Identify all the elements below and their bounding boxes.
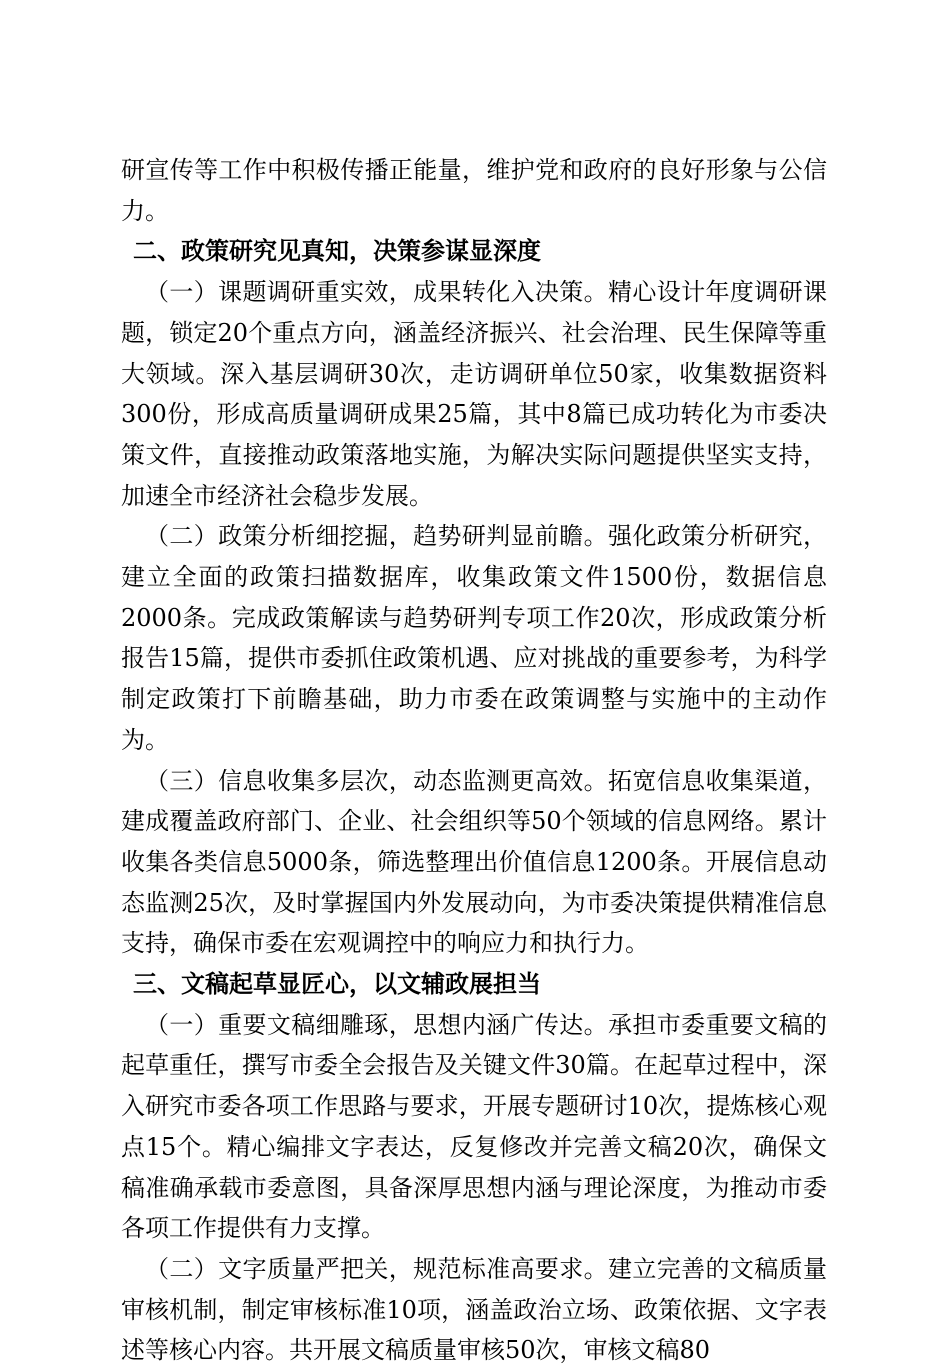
paragraph-3-2-lead: （二）文字质量严把关，规范标准高要求。 [145,1254,609,1283]
paragraph-3-1-body: 承担市委重要文稿的起草重任，撰写市委全会报告及关键文件30篇。在起草过程中，深入研究市委各项工作思路与要求，开展专题研讨10次，提炼核心观点15个。精心编排文字表达，反复修改并完善文稿20次，确保文稿准确承载市委意图，具备深厚思想内涵与理论深度，为推动市委各项工作提供有力支撑。 [121,1010,828,1243]
paragraph-2-2-lead: （二）政策分析细挖掘，趋势研判显前瞻。 [145,522,609,551]
paragraph-2-2 [121,516,827,760]
paragraph-2-3-lead: （三）信息收集多层次，动态监测更高效。 [145,766,609,795]
paragraph-2-2-body: 强化政策分析研究，建立全面的政策扫描数据库，收集政策文件1500份，数据信息2000条。完成政策解读与趋势研判专项工作20次，形成政策分析报告15篇，提供市委抓住政策机遇、应对挑战的重要参考，为科学制定政策打下前瞻基础，助力市委在政策调整与实施中的主动作为。 [121,522,828,754]
paragraph-3-1 [121,1005,827,1249]
section-heading-3: 三、文稿起草显匠心，以文辅政展担当 [133,970,541,999]
paragraph-continuation: 研宣传等工作中积极传播正能量，维护党和政府的良好形象与公信力。 [121,156,827,225]
paragraph-2-3-body: 拓宽信息收集渠道，建成覆盖政府部门、企业、社会组织等50个领域的信息网络。累计收集各类信息5000条，筛选整理出价值信息1200条。开展信息动态监测25次，及时掌握国内外发展动向，为市委决策提供精准信息支持，确保市委在宏观调控中的响应力和执行力。 [121,766,828,958]
paragraph-2-3 [121,761,827,965]
paragraph-2-1-lead: （一）课题调研重实效，成果转化入决策。 [145,278,609,307]
section-heading-2: 二、政策研究见真知，决策参谋显深度 [133,237,541,266]
paragraph-2-1 [121,272,827,516]
paragraph-3-1-lead: （一）重要文稿细雕琢，思想内涵广传达。 [145,1010,609,1039]
paragraph-3-2 [121,1249,827,1371]
document-page [121,150,827,1371]
paragraph-2-1-body: 精心设计年度调研课题，锁定20个重点方向，涵盖经济振兴、社会治理、民生保障等重大领域。深入基层调研30次，走访调研单位50家，收集数据资料300份，形成高质量调研成果25篇，其中8篇已成功转化为市委决策文件，直接推动政策落地实施，为解决实际问题提供坚实支持，加速全市经济社会稳步发展。 [121,278,828,510]
paragraph-3-2-body: 建立完善的文稿质量审核机制，制定审核标准10项，涵盖政治立场、政策依据、文字表述等核心内容。共开展文稿质量审核50次，审核文稿80 [121,1254,828,1365]
